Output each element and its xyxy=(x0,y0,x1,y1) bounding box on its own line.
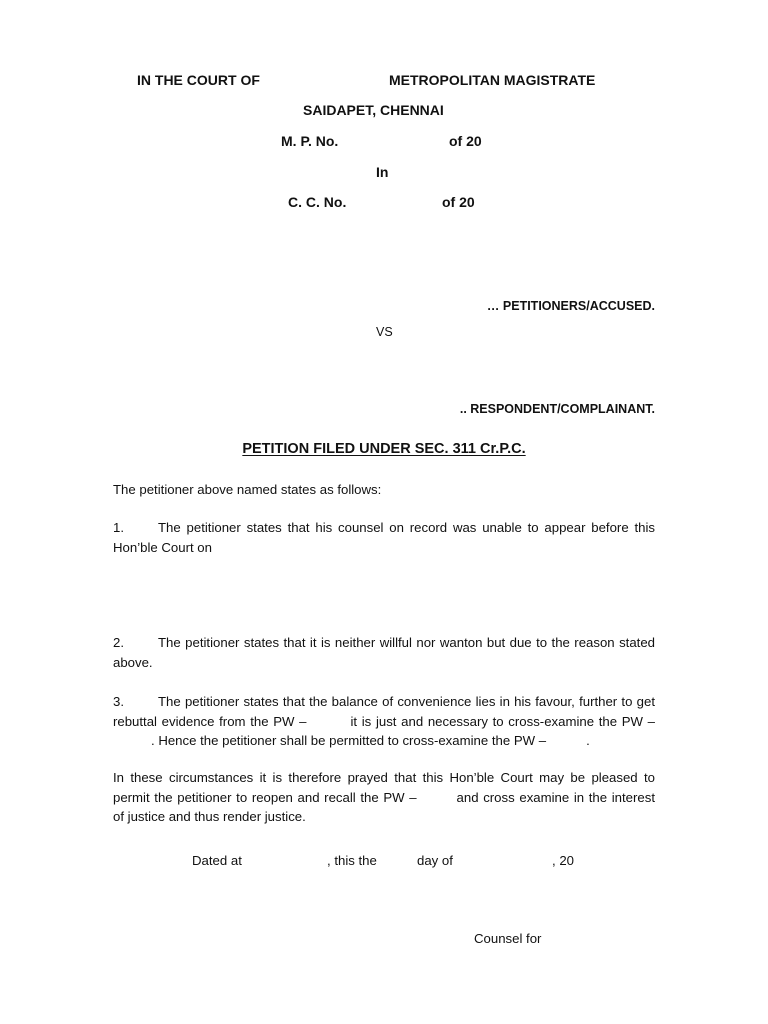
mp-number-label: M. P. No. xyxy=(281,133,339,149)
prayer-text-b: and cross examine in the interest of justice and thus render justice. xyxy=(113,789,655,824)
paragraph-2-text: The petitioner states that it is neither willful nor wanton but due to the reason stated above. xyxy=(113,635,655,670)
this-the-label: , this the xyxy=(327,853,377,868)
petitioners-label: … PETITIONERS/ACCUSED. xyxy=(486,299,655,313)
intro-text: The petitioner above named states as follows: xyxy=(113,482,382,497)
paragraph-3-text-c: . Hence the petitioner shall be permitted to cross-examine the PW – xyxy=(151,733,547,748)
court-name: METROPOLITAN MAGISTRATE xyxy=(389,72,596,88)
paragraph-1-text: The petitioner states that his counsel on record was unable to appear before this Hon’ble Court on xyxy=(113,520,655,555)
mp-year-label: of 20 xyxy=(449,133,482,149)
paragraph-3-text-a: The petitioner states that the balance of convenience lies in his favour, further to get rebuttal evidence from the PW – xyxy=(113,694,655,729)
prayer-paragraph xyxy=(113,768,655,827)
paragraph-2-number: 2. xyxy=(113,635,124,650)
paragraph-3-text-b: it is just and necessary to cross-examine the PW – xyxy=(350,713,655,729)
cc-year-label: of 20 xyxy=(442,194,475,210)
year-label: , 20 xyxy=(552,853,574,868)
prayer-text-a: In these circumstances it is therefore prayed that this Hon’ble Court may be pleased to permit the petitioner to reopen and recall the PW – xyxy=(113,770,655,805)
paragraph-1-number: 1. xyxy=(113,520,124,535)
petition-title: PETITION FILED UNDER SEC. 311 Cr.P.C. xyxy=(242,441,526,457)
paragraph-2 xyxy=(113,633,655,672)
counsel-for-label: Counsel for xyxy=(474,931,542,946)
paragraph-3 xyxy=(113,692,655,751)
paragraph-3-number: 3. xyxy=(113,694,124,709)
cc-number-label: C. C. No. xyxy=(288,194,347,210)
day-of-label: day of xyxy=(417,853,453,868)
dated-at-label: Dated at xyxy=(192,853,242,868)
paragraph-3-text-d: . xyxy=(586,733,590,748)
court-location: SAIDAPET, CHENNAI xyxy=(303,102,444,118)
court-prefix: IN THE COURT OF xyxy=(137,72,260,88)
in-word: In xyxy=(376,164,389,180)
respondent-label: .. RESPONDENT/COMPLAINANT. xyxy=(459,402,655,416)
versus-label: VS xyxy=(376,325,393,339)
paragraph-1 xyxy=(113,518,655,557)
